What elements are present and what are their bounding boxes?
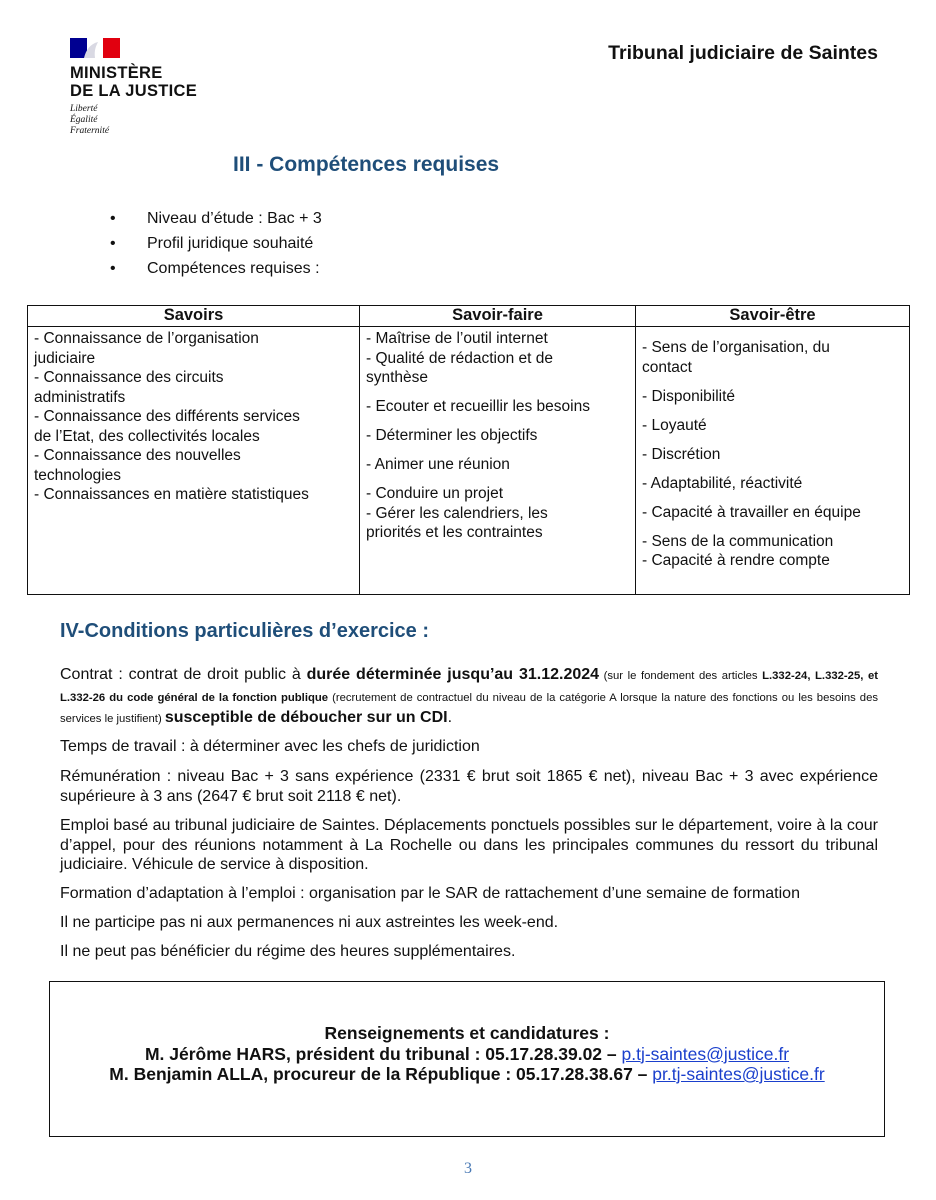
contact-title: Renseignements et candidatures : bbox=[324, 1023, 610, 1043]
contact-box bbox=[49, 981, 885, 1137]
ministry-line2: DE LA JUSTICE bbox=[70, 82, 198, 100]
table-line: - Connaissances en matière statistiques bbox=[34, 486, 309, 503]
table-line: technologies bbox=[34, 466, 122, 484]
overtime-paragraph: Il ne peut pas bénéficier du régime des heures supplémentaires. bbox=[60, 943, 516, 960]
table-line: - Déterminer les objectifs bbox=[366, 427, 538, 444]
table-line: synthèse bbox=[366, 369, 429, 386]
savoir-etre-cell bbox=[636, 327, 910, 595]
court-name: Tribunal judiciaire de Saintes bbox=[608, 42, 878, 64]
contact-prosecutor: M. Benjamin ALLA, procureur de la République : 05.17.28.38.67 – pr.tj-saintes@justice.fr bbox=[109, 1064, 825, 1084]
section4-title: IV-Conditions particulières d’exercice : bbox=[60, 620, 430, 642]
table-line: - Qualité de rédaction et de bbox=[366, 349, 553, 367]
list-item: • Niveau d’étude : Bac + 3 bbox=[110, 206, 322, 231]
savoir-faire-cell bbox=[360, 327, 636, 595]
table-line: - Gérer les calendriers, les bbox=[366, 504, 548, 522]
table-line: - Animer une réunion bbox=[366, 456, 510, 473]
table-line: - Capacité à travailler en équipe bbox=[642, 503, 861, 521]
table-line: priorités et les contraintes bbox=[366, 524, 543, 541]
requirements-list bbox=[110, 206, 322, 281]
header-savoir-etre: Savoir-être bbox=[636, 306, 910, 327]
motto-fraternite: Fraternité bbox=[70, 126, 110, 136]
table-line: - Sens de l’organisation, du bbox=[642, 339, 830, 356]
table-line: judiciaire bbox=[34, 349, 96, 367]
table-line: - Connaissance des circuits bbox=[34, 369, 224, 386]
table-line: - Connaissance de l’organisation bbox=[34, 330, 259, 347]
table-line: de l’Etat, des collectivités locales bbox=[34, 427, 260, 445]
motto-liberte: Liberté bbox=[70, 104, 98, 114]
table-line: - Connaissance des nouvelles bbox=[34, 447, 241, 464]
table-line: - Adaptabilité, réactivité bbox=[642, 474, 803, 492]
ministry-name bbox=[70, 64, 220, 100]
savoirs-cell bbox=[28, 327, 360, 595]
page-number: 3 bbox=[464, 1160, 472, 1177]
president-email-link[interactable]: p.tj-saintes@justice.fr bbox=[621, 1043, 790, 1064]
table-line: - Ecouter et recueillir les besoins bbox=[366, 398, 590, 415]
working-time-paragraph: Temps de travail : à déterminer avec les chefs de juridiction bbox=[60, 738, 480, 755]
header-savoir-faire: Savoir-faire bbox=[360, 306, 636, 327]
section3-title: III - Compétences requises bbox=[233, 153, 500, 176]
republic-motto bbox=[70, 104, 220, 137]
ministry-logo bbox=[70, 38, 220, 137]
salary-paragraph: Rémunération : niveau Bac + 3 sans expérience (2331 € brut soit 1865 € net), niveau Bac + 3 avec expérience supérieure à 3 ans (2647 € brut soit 2118 € net). bbox=[60, 768, 878, 805]
ministry-line1: MINISTÈRE bbox=[70, 64, 163, 82]
location-paragraph: Emploi basé au tribunal judiciaire de Saintes. Déplacements ponctuels possibles sur le département, voire à la cour d’appel, pour des réunions notamment à La Rochelle ou dans les principales communes du ressort du tribunal judiciaire. Véhicule de service à disposition. bbox=[60, 817, 878, 873]
table-line: - Loyauté bbox=[642, 416, 707, 434]
table-line: - Connaissance des différents services bbox=[34, 408, 300, 425]
table-line: - Disponibilité bbox=[642, 387, 736, 405]
contact-president: M. Jérôme HARS, président du tribunal : 05.17.28.39.02 – p.tj-saintes@justice.fr bbox=[144, 1043, 790, 1064]
contract-paragraph: Contrat : contrat de droit public à durée déterminée jusqu’au 31.12.2024 (sur le fondement des articles L.332-24, L.332-25, et L.332-26 du code général de la fonction publique (recrutement de contractuel du niveau de la catégorie A lorsque la nature des fonctions ou les besoins des services le justifient) susceptible de déboucher sur un CDI. bbox=[60, 666, 879, 726]
motto-egalite: Égalité bbox=[70, 115, 98, 125]
table-line: administratifs bbox=[34, 388, 126, 406]
list-item: • Compétences requises : bbox=[110, 256, 322, 281]
list-item: • Profil juridique souhaité bbox=[110, 231, 322, 256]
marianne-flag-icon bbox=[70, 38, 120, 58]
table-line: - Conduire un projet bbox=[366, 485, 503, 502]
table-line: - Discrétion bbox=[642, 445, 721, 463]
skills-table bbox=[27, 305, 910, 595]
table-line: - Maîtrise de l’outil internet bbox=[366, 330, 548, 347]
table-line: contact bbox=[642, 358, 692, 376]
table-line: - Capacité à rendre compte bbox=[642, 552, 830, 569]
table-line: - Sens de la communication bbox=[642, 532, 834, 550]
training-paragraph: Formation d’adaptation à l’emploi : organisation par le SAR de rattachement d’une semaine de formation bbox=[60, 885, 800, 902]
prosecutor-email-link[interactable]: pr.tj-saintes@justice.fr bbox=[652, 1064, 825, 1084]
on-call-paragraph: Il ne participe pas ni aux permanences ni aux astreintes les week-end. bbox=[60, 914, 559, 931]
header-savoirs: Savoirs bbox=[28, 306, 360, 327]
